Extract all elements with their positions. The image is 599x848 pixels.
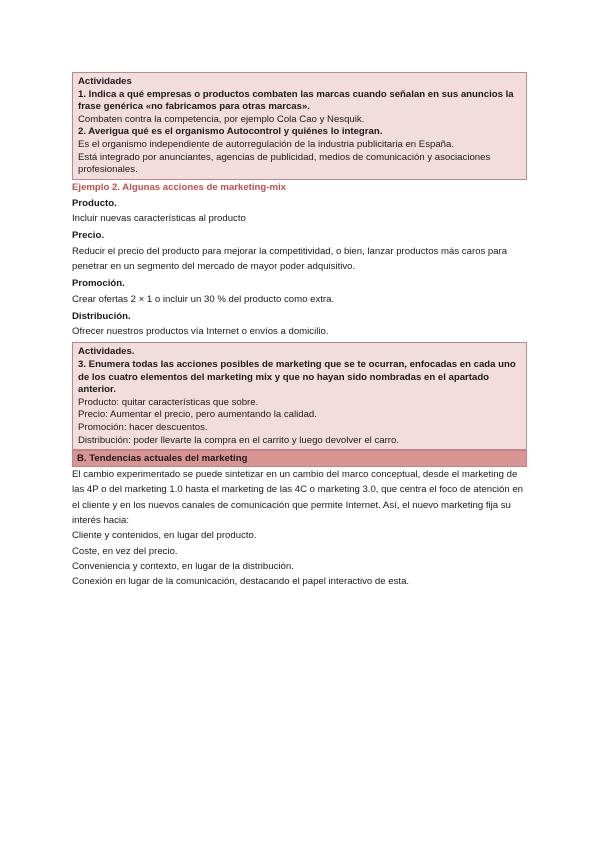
question-2: 2. Averigua qué es el organismo Autocontrol y quiénes lo integran. — [78, 126, 383, 138]
document-page — [72, 72, 527, 590]
answer-2b: Está integrado por anunciantes, agencias de publicidad, medios de comunicación y asociaciones profesionales. — [78, 151, 491, 176]
mix-heading-distribution: Distribución. — [72, 310, 131, 322]
mix-text-promotion: Crear ofertas 2 × 1 o incluir un 30 % del producto como extra. — [72, 293, 335, 305]
answer-3-product: Producto: quitar características que sobre. — [78, 396, 259, 408]
activities-box-2 — [72, 342, 527, 450]
answer-3-distribution: Distribución: poder llevarte la compra en el carrito y luego devolver el carro. — [78, 434, 400, 446]
trend-item: Cliente y contenidos, en lugar del producto. — [72, 530, 257, 542]
example-title: Ejemplo 2. Algunas acciones de marketing-mix — [72, 181, 286, 193]
activities-title: Actividades — [78, 76, 132, 87]
mix-heading-product: Producto. — [72, 197, 117, 209]
section-b-title: B. Tendencias actuales del marketing — [72, 450, 527, 467]
question-3: 3. Enumera todas las acciones posibles de marketing que se te ocurran, enfocadas en cada uno de los cuatro elementos del marketing mix y que no hayan sido nombradas en el apartado anterior. — [78, 359, 516, 396]
answer-3-promotion: Promoción: hacer descuentos. — [78, 421, 208, 433]
activities-box-1 — [72, 72, 527, 180]
mix-text-distribution: Ofrecer nuestros productos vía Internet o envíos a domicilio. — [72, 326, 329, 338]
question-1: 1. Indica a qué empresas o productos combaten las marcas cuando señalan en sus anuncios la frase genérica «no fabricamos para otras marcas». — [78, 88, 514, 113]
mix-heading-price: Precio. — [72, 230, 104, 242]
mix-text-price: Reducir el precio del producto para mejorar la competitividad, o bien, lanzar productos más caros para penetrar en un segmento del mercado de mayor poder adquisitivo. — [72, 245, 508, 272]
activities-title-2: Actividades. — [78, 346, 135, 358]
section-b-intro: El cambio experimentado se puede sintetizar en un cambio del marco conceptual, desde el marketing de las 4P o del marketing 1.0 hasta el marketing de las 4C o marketing 3.0, que centra el foco de atención en el cliente y en los nuevos canales de comunicación que permite Internet. Así, el nuevo marketing fija su interés hacia: — [72, 469, 523, 527]
trend-item: Coste, en vez del precio. — [72, 545, 178, 557]
mix-text-product: Incluir nuevas características al producto — [72, 213, 246, 225]
trend-item: Conexión en lugar de la comunicación, destacando el papel interactivo de esta. — [72, 576, 410, 588]
mix-heading-promotion: Promoción. — [72, 278, 125, 290]
answer-1: Combaten contra la competencia, por ejemplo Cola Cao y Nesquik. — [78, 113, 365, 125]
marketing-mix-list — [72, 196, 527, 340]
trend-item: Conveniencia y contexto, en lugar de la distribución. — [72, 560, 294, 572]
answer-3-price: Precio: Aumentar el precio, pero aumentando la calidad. — [78, 409, 317, 421]
answer-2a: Es el organismo independiente de autorregulación de la industria publicitaria en España. — [78, 138, 455, 150]
section-b-body — [72, 467, 527, 589]
